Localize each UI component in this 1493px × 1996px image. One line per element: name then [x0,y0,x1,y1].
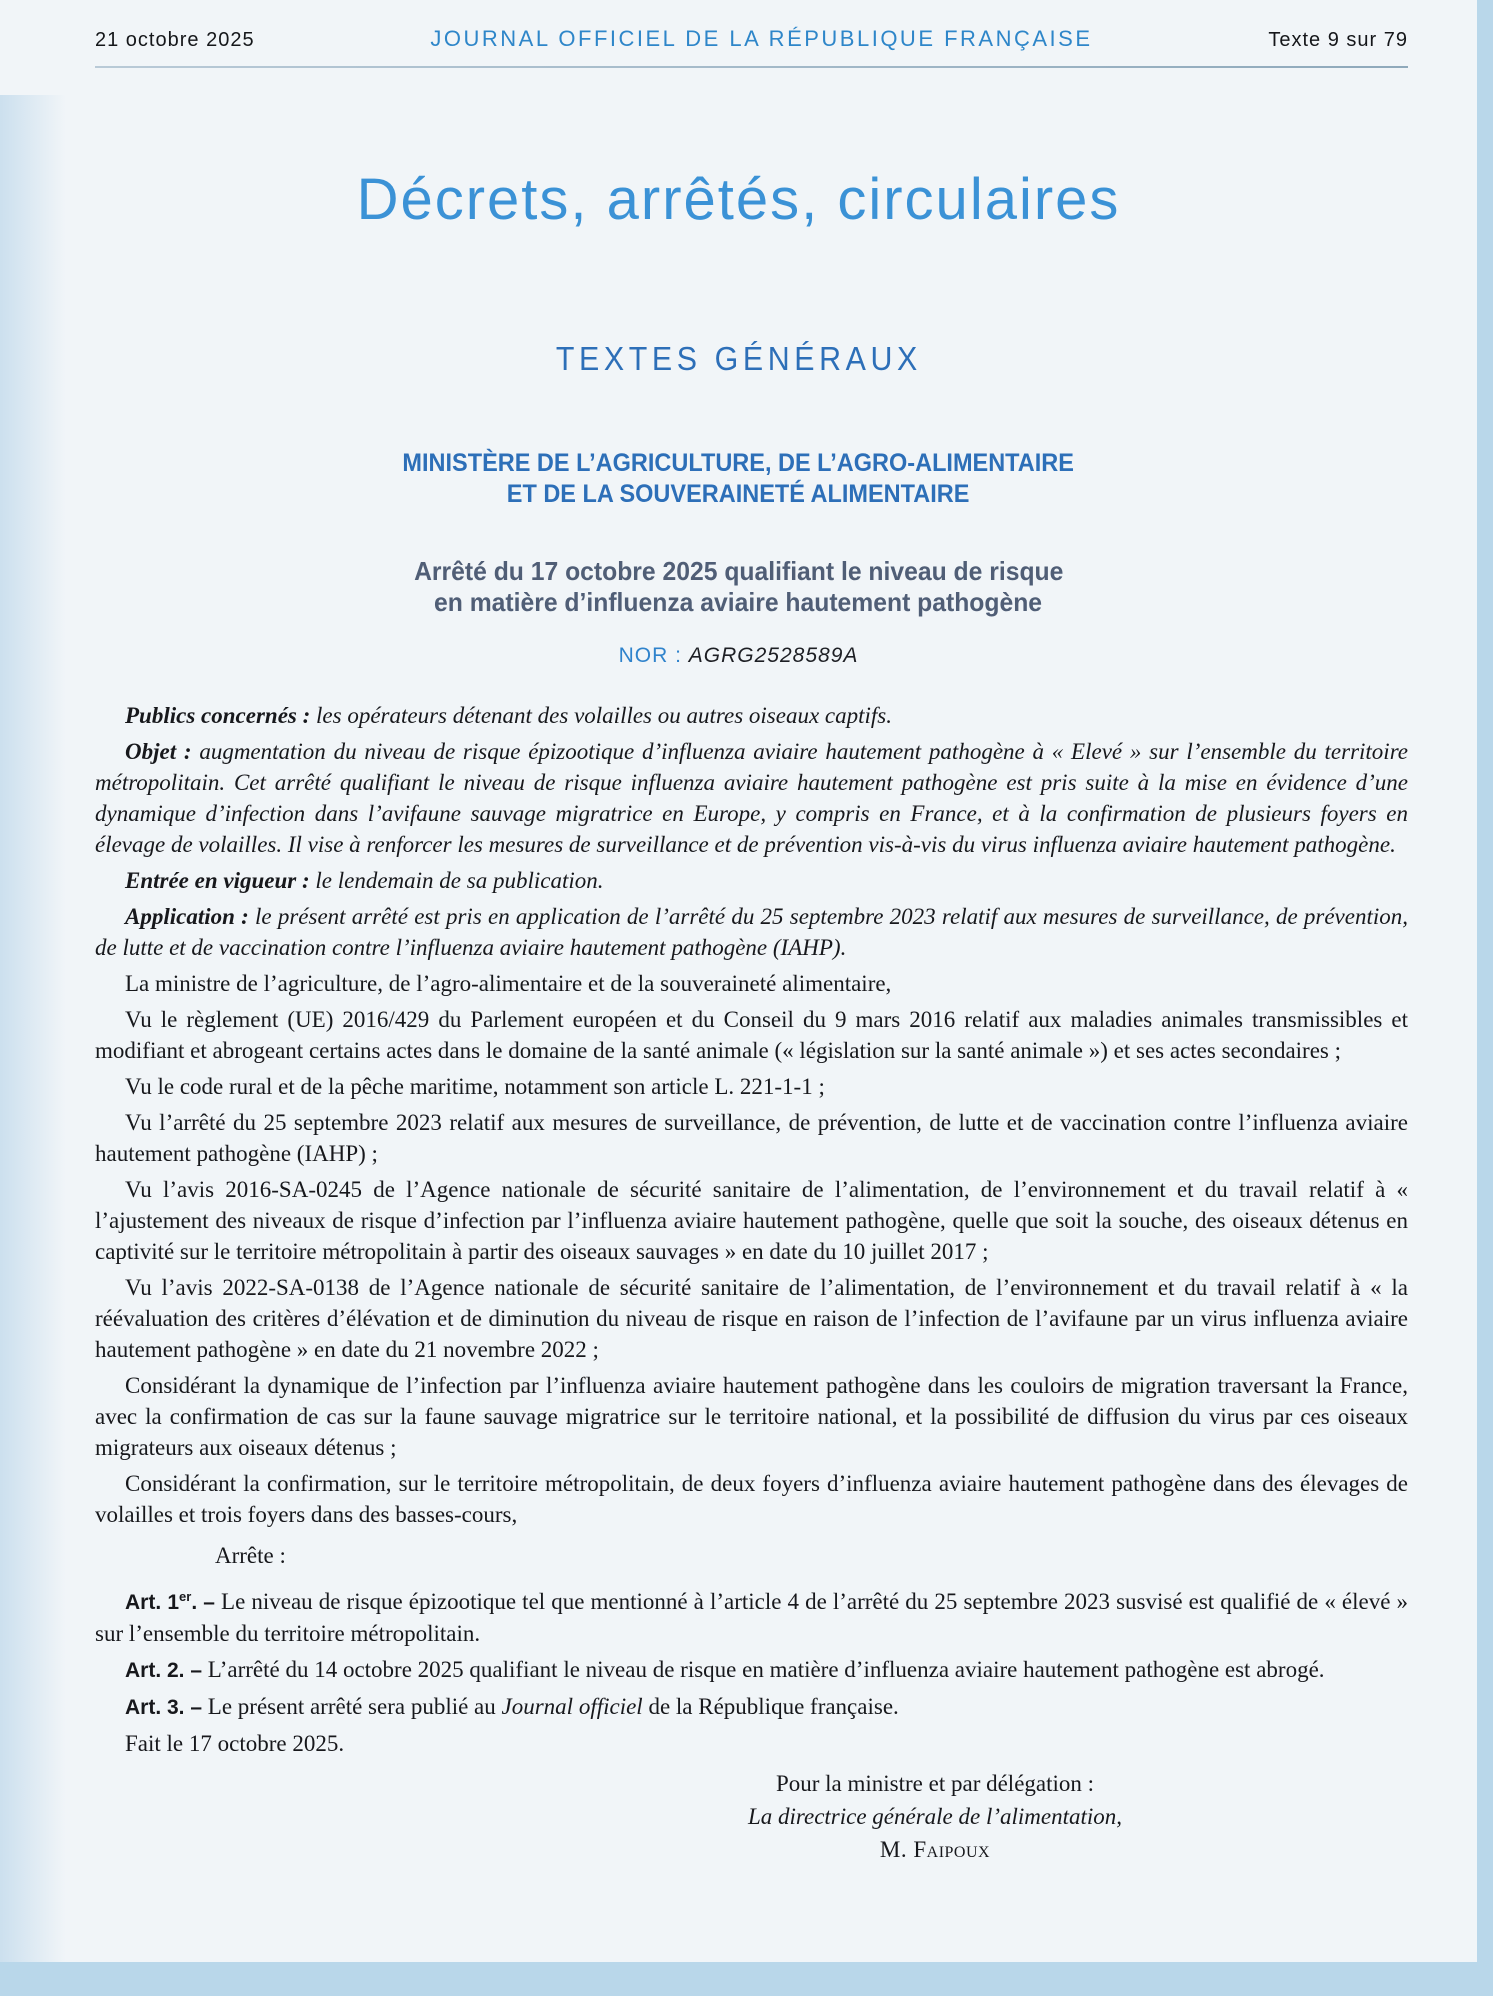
article-1 [95,1581,1408,1649]
paragraph-application [95,901,1408,963]
signature-block [635,1767,1235,1866]
section-title [0,340,1477,378]
header-date: 21 octobre 2025 [95,29,255,51]
article-1-label [125,1591,215,1614]
act-title-line-2: en matière d’influenza aviaire hautement pathogène [434,587,1043,617]
article-3 [95,1691,1408,1723]
article-1-ordinal: er [179,1589,192,1604]
paragraph-entree-en-vigueur [95,865,1408,896]
article-3-text-before: Le présent arrêté sera publié au [202,1694,502,1719]
recital-vu-avis-2016: Vu l’avis 2016-SA-0245 de l’Agence nationale de sécurité sanitaire de l’alimentation, de l’environnement et du travail relatif à « l’ajustement des niveaux de risque d’infection par l’influenza aviaire hautement pathogène, quelle que soit la souche, des oiseaux détenus en captivité sur le territoire métropolitain à partir des oiseaux sauvages » en date du 10 juillet 2017 ; [95,1177,1408,1264]
paragraph-lead: Objet : [125,739,192,764]
act-title-line-1: Arrêté du 17 octobre 2025 qualifiant le niveau de risque [413,556,1064,586]
preamble-section [95,700,1408,963]
article-2-text: L’arrêté du 14 octobre 2025 qualifiant le niveau de risque en matière d’influenza aviaire hautement pathogène est abrogé. [202,1657,1325,1682]
nor-line [0,644,1477,668]
recital-considerant-confirmation: Considérant la confirmation, sur le territoire métropolitain, de deux foyers d’influenza aviaire hautement pathogène dans des élevages de volailles et trois foyers dans des basses-cours, [95,1471,1408,1527]
paragraph-text: les opérateurs détenant des volailles ou autres oiseaux captifs. [310,703,892,728]
recital-la-ministre: La ministre de l’agriculture, de l’agro-alimentaire et de la souveraineté alimentaire, [125,971,892,996]
act-title [0,556,1477,618]
article-1-number: Art. 1 [125,1591,179,1614]
signatory-name: M. Faipoux [879,1837,991,1862]
nor-value: AGRG2528589A [688,644,859,667]
paragraph-text: le lendemain de sa publication. [309,868,604,893]
recital-vu-avis-2022: Vu l’avis 2022-SA-0138 de l’Agence nationale de sécurité sanitaire de l’alimentation, de l’environnement et du travail relatif à « la réévaluation des critères d’élévation et de diminution du niveau de risque en raison de l’infection de l’avifaune par un virus influenza aviaire hautement pathogène » en date du 21 novembre 2022 ; [95,1275,1408,1362]
article-1-dash: . – [191,1591,215,1614]
enacting-formula: Arrête : [215,1543,286,1568]
articles-section [95,1581,1408,1723]
section-title-text: TEXTES GÉNÉRAUX [555,340,922,377]
header-text-reference: Texte 9 sur 79 [1268,29,1408,51]
header-journal-title: JOURNAL OFFICIEL DE LA RÉPUBLIQUE FRANÇAISE [430,26,1093,51]
paragraph-objet [95,736,1408,860]
recital-considerant-dynamique: Considérant la dynamique de l’infection par l’influenza aviaire hautement pathogène dans les couloirs de migration traversant la France, avec la confirmation de cas sur la faune sauvage migratrice sur le territoire national, et la possibilité de diffusion du virus par ces oiseaux migrateurs aux oiseaux détenus ; [95,1373,1408,1460]
article-2-label: Art. 2. – [125,1659,203,1682]
document-main-title: Décrets, arrêtés, circulaires [356,167,1121,232]
paragraph-lead: Publics concernés : [125,703,311,728]
paragraph-lead: Application : [125,904,249,929]
recitals-section [95,968,1408,1530]
nor-label: NOR : [618,644,689,667]
ministry-line-2: ET DE LA SOUVERAINETÉ ALIMENTAIRE [507,480,970,508]
paragraph-lead: Entrée en vigueur : [125,868,310,893]
page-header [95,26,1408,52]
ministry-heading [0,448,1477,510]
paragraph-text: augmentation du niveau de risque épizootique d’influenza aviaire hautement pathogène à « Elevé » sur l’ensemble du territoire métropolitain. Cet arrêté qualifiant le niveau de risque influenza aviaire hautement pathogène est pris suite à la mise en évidence d’une dynamique d’infection dans l’avifaune sauvage migratrice en Europe, y compris en France, et à la confirmation de plusieurs foyers en élevage de volailles. Il vise à renforcer les mesures de surveillance et de prévention vis-à-vis du virus influenza aviaire hautement pathogène. [95,739,1408,857]
article-3-journal-officiel: Journal officiel [501,1694,643,1719]
article-3-text-after: de la République française. [642,1694,899,1719]
article-1-text: Le niveau de risque épizootique tel que mentionné à l’article 4 de l’arrêté du 25 septembre 2023 susvisé est qualifié de « élevé » sur l’ensemble du territoire métropolitain. [95,1589,1408,1646]
recital-vu-code-rural: Vu le code rural et de la pêche maritime, notamment son article L. 221-1-1 ; [125,1074,825,1099]
act-body [95,700,1408,1866]
signature-function-line: La directrice générale de l’alimentation, [747,1804,1123,1829]
signature-delegation-line: Pour la ministre et par délégation : [775,1771,1095,1796]
recital-vu-arrete-2023: Vu l’arrêté du 25 septembre 2023 relatif aux mesures de surveillance, de prévention, de lutte et de vaccination contre l’influenza aviaire hautement pathogène (IAHP) ; [95,1110,1408,1166]
paragraph-publics-concernes [95,700,1408,731]
date-of-signature: Fait le 17 octobre 2025. [125,1731,345,1756]
recital-vu-reglement-ue: Vu le règlement (UE) 2016/429 du Parlement européen et du Conseil du 9 mars 2016 relatif aux maladies animales transmissibles et modifiant et abrogeant certains actes dans le domaine de la santé animale (« législation sur la santé animale ») et ses actes secondaires ; [95,1007,1408,1063]
article-3-label: Art. 3. – [125,1696,203,1719]
header-divider [95,66,1408,68]
article-2 [95,1654,1408,1686]
paragraph-text: le présent arrêté est pris en application de l’arrêté du 25 septembre 2023 relatif aux mesures de surveillance, de prévention, de lutte et de vaccination contre l’influenza aviaire hautement pathogène (IAHP). [95,904,1408,960]
ministry-line-1: MINISTÈRE DE L’AGRICULTURE, DE L’AGRO-ALIMENTAIRE [402,449,1075,477]
